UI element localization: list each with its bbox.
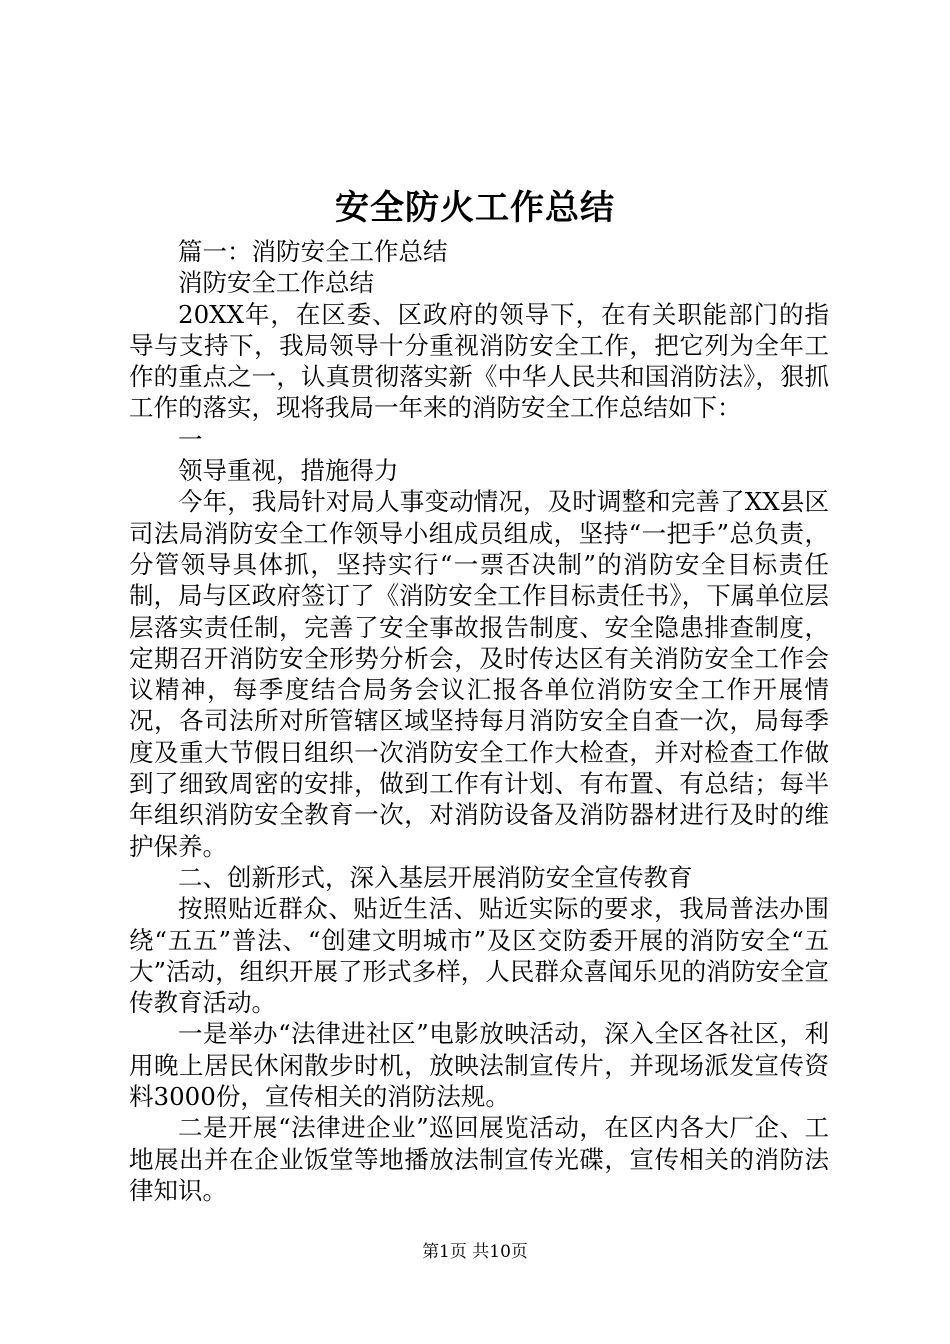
document-body [129, 236, 829, 1206]
paragraph: 今年，我局针对局人事变动情况，及时调整和完善了XX县区司法局消防安全工作领导小组成员组成，坚持“一把手”总负责，分管领导具体抓，坚持实行“一票否决制”的消防安全目标责任制，局与区政府签订了《消防安全工作目标责任书》，下属单位层层落实责任制，完善了安全事故报告制度、安全隐患排查制度，定期召开消防安全形势分析会，及时传达区有关消防安全工作会议精神，每季度结合局务会议汇报各单位消防安全工作开展情况，各司法所对所管辖区域坚持每月消防安全自查一次，局每季度及重大节假日组织一次消防安全工作大检查，并对检查工作做到了细致周密的安排，做到工作有计划、有布置、有总结；每半年组织消防安全教育一次，对消防设备及消防器材进行及时的维护保养。 [129, 487, 829, 861]
paragraph: 20XX年，在区委、区政府的领导下，在有关职能部门的指导与支持下，我局领导十分重视消防安全工作，把它列为全年工作的重点之一，认真贯彻落实新《中华人民共和国消防法》，狠抓工作的落实，现将我局一年来的消防安全工作总结如下： [129, 299, 829, 423]
article-subtitle: 消防安全工作总结 [178, 268, 374, 298]
paragraph: 一是举办“法律进社区”电影放映活动，深入全区各社区，利用晚上居民休闲散步时机，放映法制宣传片，并现场派发宣传资料3000份，宣传相关的消防法规。 [129, 1019, 829, 1112]
paragraph: 二是开展“法律进企业”巡回展览活动，在区内各大厂企、工地展出并在企业饭堂等地播放法制宣传光碟，宣传相关的消防法律知识。 [129, 1113, 829, 1205]
document-title: 安全防火工作总结 [335, 188, 615, 228]
section-heading: 篇一：消防安全工作总结 [178, 237, 448, 266]
section-heading: 二、创新形式，深入基层开展消防安全宣传教育 [178, 862, 693, 892]
page-footer: 第1页 共10页 [422, 1242, 528, 1262]
section-number: 一 [178, 424, 203, 454]
section-heading: 领导重视，措施得力 [178, 456, 399, 486]
paragraph: 按照贴近群众、贴近生活、贴近实际的要求，我局普法办围绕“五五”普法、“创建文明城市”及区交防委开展的消防安全“五大”活动，组织开展了形式多样，人民群众喜闻乐见的消防安全宣传教育活动。 [129, 894, 829, 1018]
